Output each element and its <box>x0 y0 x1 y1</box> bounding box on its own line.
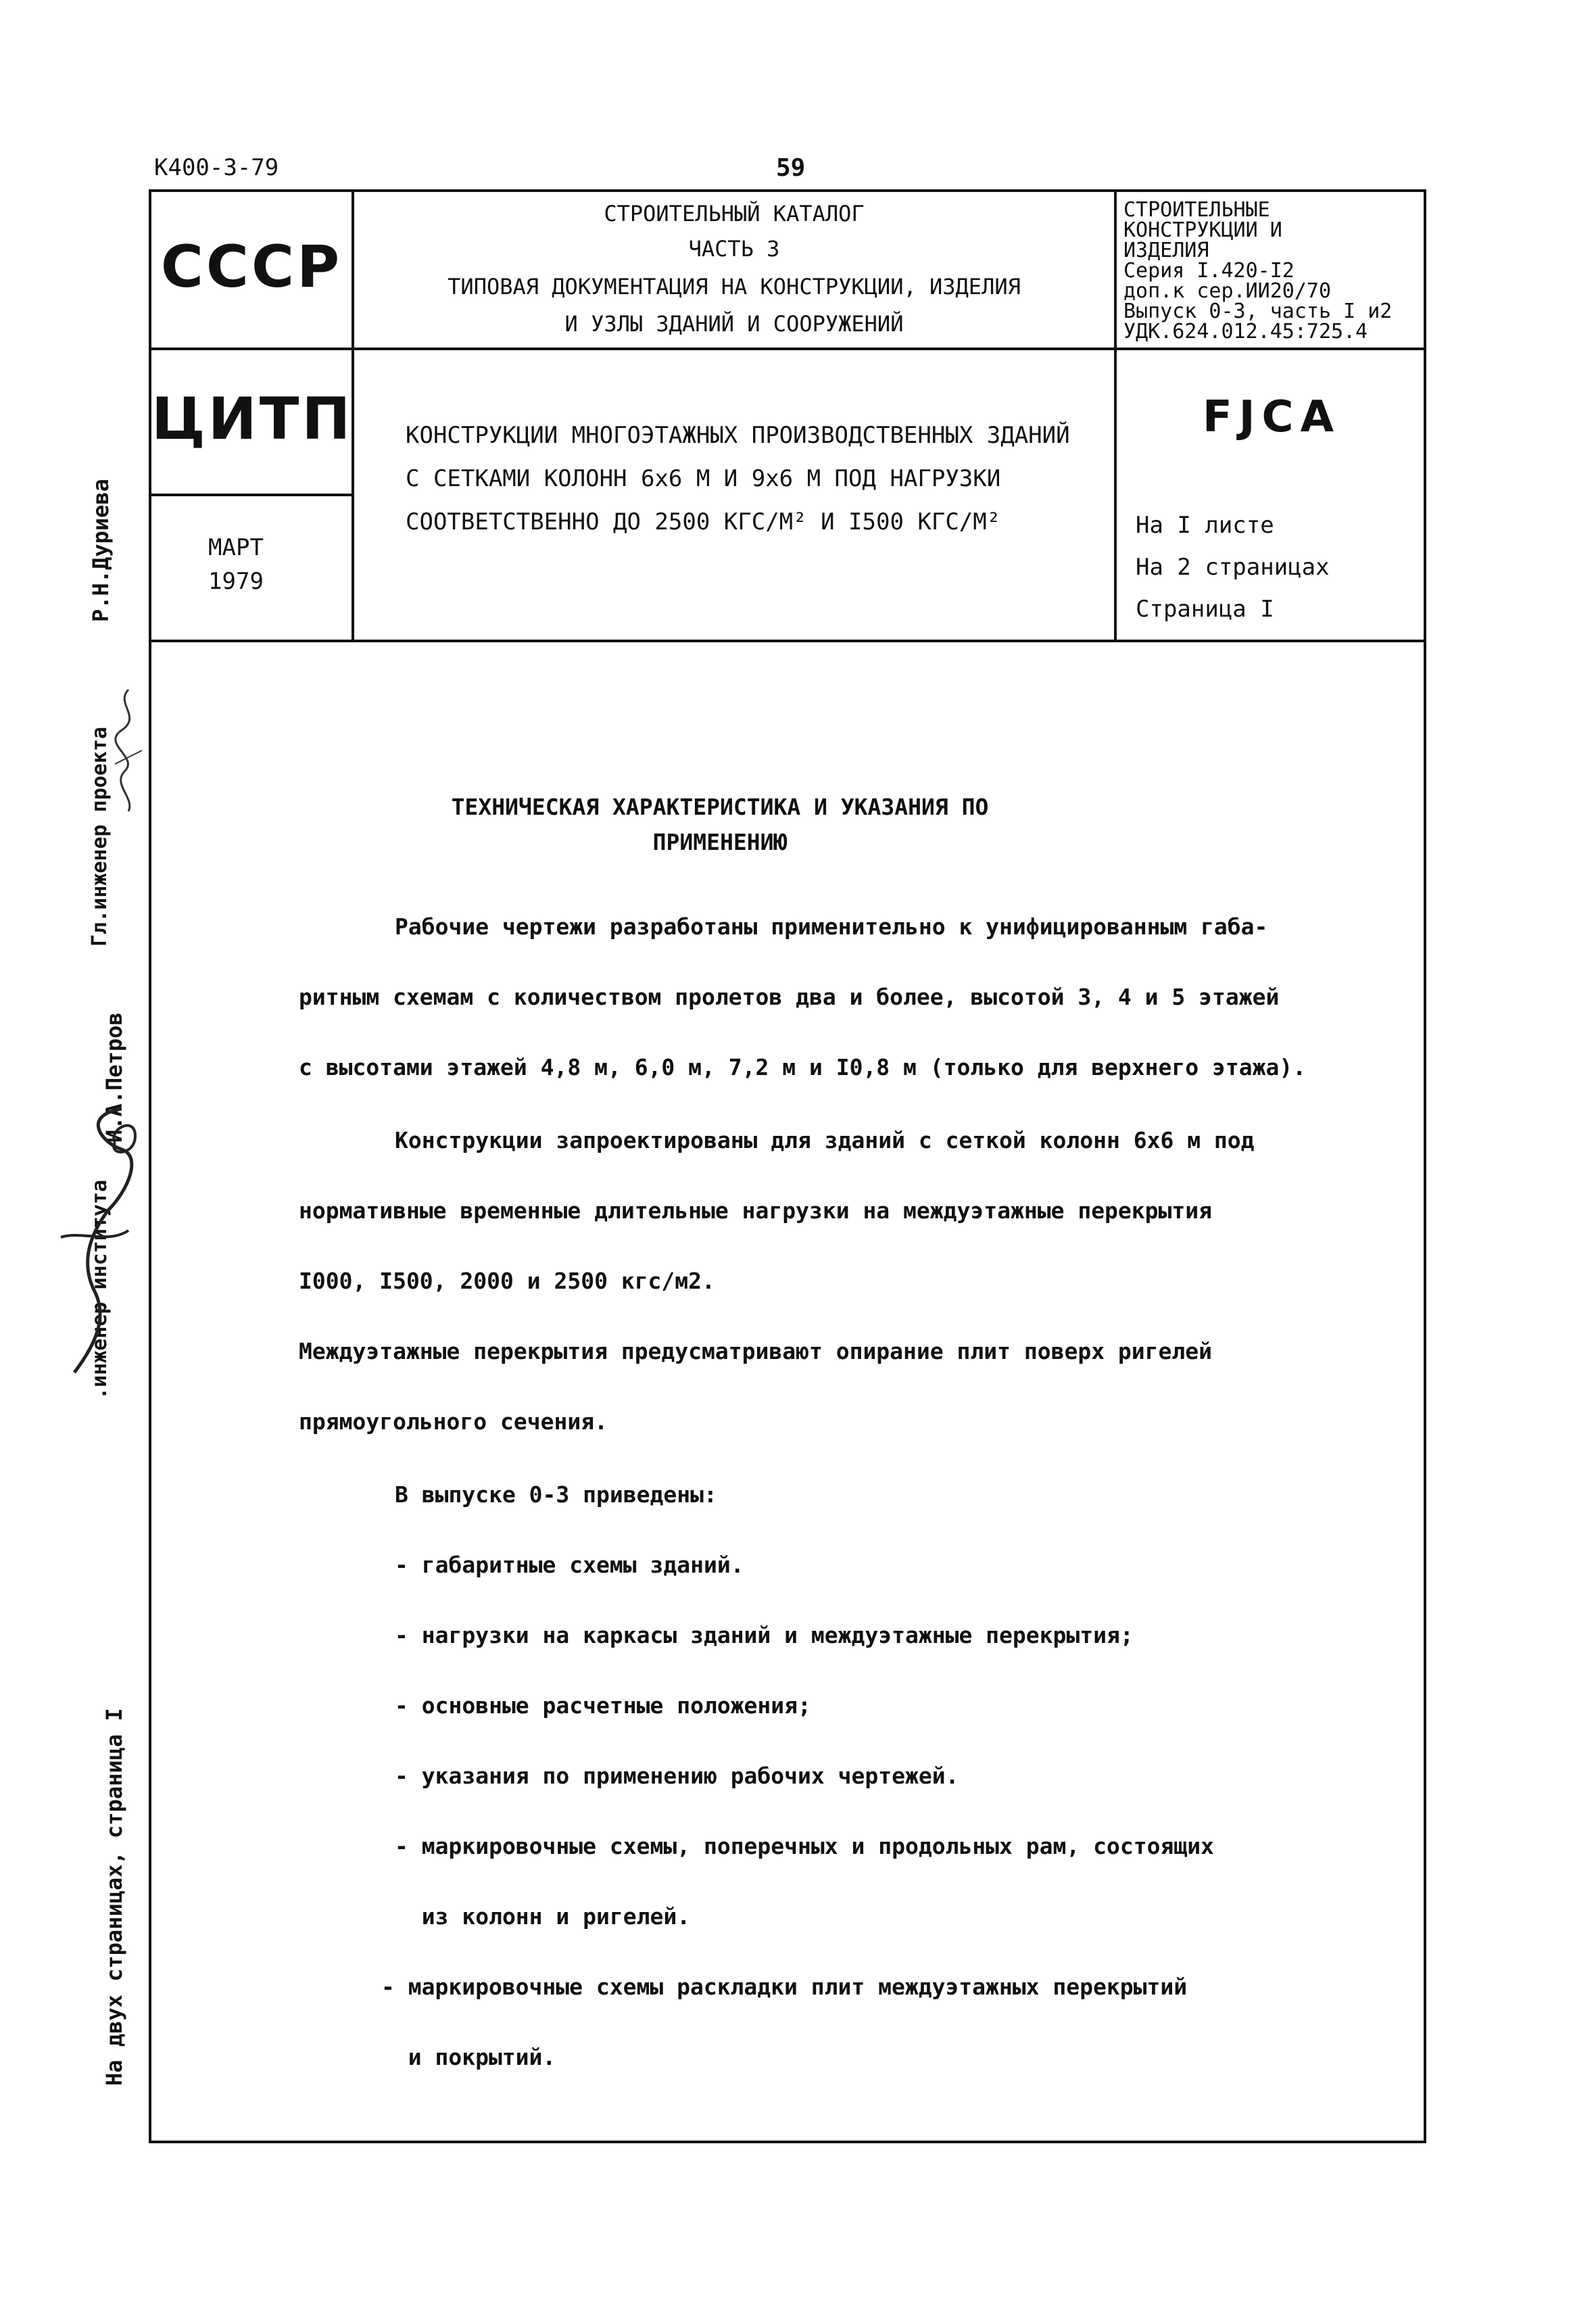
list-item: - габаритные схемы зданий. <box>395 1552 744 1578</box>
series-line: ИЗДЕЛИЯ <box>1123 239 1209 262</box>
series-line: доп.к сер.ИИ20/70 <box>1123 279 1332 303</box>
approver-role-2: .инженер института <box>88 1179 112 1400</box>
series-line: КОНСТРУКЦИИ И <box>1123 218 1282 242</box>
signature-1 <box>101 683 155 818</box>
sheet-count: На I листе <box>1136 512 1274 539</box>
org-ussr: СССР <box>160 233 343 301</box>
page-number: 59 <box>776 154 806 182</box>
paragraph-line: ритным схемам с количеством пролетов два и более, высотой 3, 4 и 5 этажей <box>299 984 1280 1010</box>
catalog-block <box>354 196 1114 341</box>
series-line: СТРОИТЕЛЬНЫЕ <box>1123 198 1270 222</box>
catalog-line: СТРОИТЕЛЬНЫЙ КАТАЛОГ <box>604 201 865 226</box>
side-footer-note: На двух страницах, страница I <box>101 1708 127 2086</box>
document-code: К400-3-79 <box>154 154 279 181</box>
stamp-divider-row2 <box>149 494 352 496</box>
list-item: - указания по применению рабочих чертежей. <box>395 1763 959 1789</box>
catalog-line: И УЗЛЫ ЗДАНИЙ И СООРУЖЕНИЙ <box>564 311 904 337</box>
series-line: Выпуск 0-3, часть I и2 <box>1123 300 1393 323</box>
paragraph-line: I000, I500, 2000 и 2500 кгс/м2. <box>299 1268 715 1294</box>
paragraph-line: прямоугольного сечения. <box>299 1408 608 1435</box>
approver-name-1: Р.Н.Дуриева <box>88 479 114 622</box>
paragraph-line: Междуэтажные перекрытия предусматривают опирание плит поверх ригелей <box>299 1338 1213 1364</box>
stamp-divider-row1 <box>149 348 1426 350</box>
list-item: - нагрузки на каркасы зданий и междуэтажные перекрытия; <box>395 1622 1134 1648</box>
list-intro: В выпуске 0-3 приведены: <box>395 1481 717 1508</box>
document-title <box>406 414 1109 544</box>
catalog-line: ТИПОВАЯ ДОКУМЕНТАЦИЯ НА КОНСТРУКЦИИ, ИЗДЕЛИЯ <box>448 274 1021 300</box>
paragraph-line: Рабочие чертежи разработаны применительно к унифицированным габа- <box>395 913 1268 940</box>
approver-role-1: Гл.инженер проекта <box>88 726 112 947</box>
body-text <box>299 879 1380 2093</box>
series-code: FJCA <box>1202 392 1341 442</box>
sheet-info <box>1136 504 1420 630</box>
title-line: КОНСТРУКЦИИ МНОГОЭТАЖНЫХ ПРОИЗВОДСТВЕННЫХ ЗДАНИЙ <box>406 422 1070 449</box>
date-year: 1979 <box>208 568 264 595</box>
current-page: Страница I <box>1136 596 1274 623</box>
title-line: СООТВЕТСТВЕННО ДО 2500 КГС/М² И I500 КГС/М² <box>406 508 1001 535</box>
list-item: и покрытий. <box>381 2044 556 2070</box>
series-block <box>1123 200 1425 342</box>
section-heading <box>352 790 1088 860</box>
list-item: - основные расчетные положения; <box>395 1692 811 1719</box>
series-line: Серия I.420-I2 <box>1123 259 1295 283</box>
paragraph-line: нормативные временные длительные нагрузки на междуэтажные перекрытия <box>299 1197 1213 1224</box>
approver-name-2: И.А.Петров <box>101 1012 127 1143</box>
date-month: МАРТ <box>208 534 264 561</box>
list-item: - маркировочные схемы раскладки плит междуэтажных перекрытий <box>381 1974 1188 2000</box>
catalog-line: ЧАСТЬ 3 <box>688 236 780 262</box>
heading-line: ТЕХНИЧЕСКАЯ ХАРАКТЕРИСТИКА И УКАЗАНИЯ ПО <box>451 794 989 820</box>
stamp-bottom-border <box>149 640 1426 642</box>
title-line: С СЕТКАМИ КОЛОНН 6х6 М И 9х6 М ПОД НАГРУЗКИ <box>406 465 1001 492</box>
list-item: из колонн и ригелей. <box>395 1903 691 1930</box>
page-count: На 2 страницах <box>1136 554 1330 581</box>
series-line: УДК.624.012.45:725.4 <box>1123 320 1368 343</box>
list-item: - маркировочные схемы, поперечных и продольных рам, состоящих <box>395 1833 1214 1859</box>
signature-2 <box>41 1102 149 1386</box>
heading-line: ПРИМЕНЕНИЮ <box>652 829 788 855</box>
org-citp: ЦИТП <box>151 385 354 453</box>
paragraph-line: с высотами этажей 4,8 м, 6,0 м, 7,2 м и I0,8 м (только для верхнего этажа). <box>299 1054 1307 1080</box>
paragraph-line: Конструкции запроектированы для зданий с сеткой колонн 6х6 м под <box>395 1127 1255 1153</box>
